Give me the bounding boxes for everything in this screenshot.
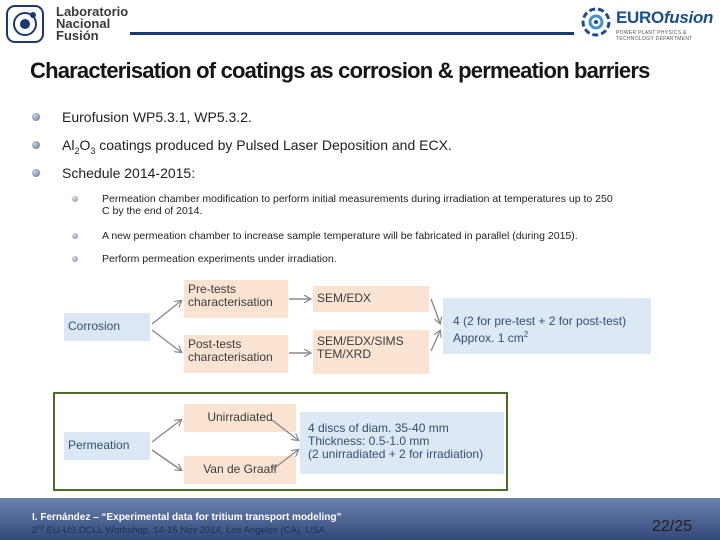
eurofusion-logo-icon xyxy=(580,6,612,38)
bullet-icon xyxy=(32,141,40,149)
corrosion-result-box: 4 (2 for pre-test + 2 for post-test) Approx. 1 $cm^2$ xyxy=(443,298,651,354)
van-de-graaff-box: Van de Graaff xyxy=(184,456,296,484)
corrosion-box: Corrosion xyxy=(64,313,150,341)
bullet-item xyxy=(62,137,452,156)
post-method-box: SEM/EDX/SIMS TEM/XRD xyxy=(313,330,429,374)
eurofusion-department: POWER PLANT PHYSICS & TECHNOLOGY DEPARTMENT xyxy=(616,30,693,42)
page-number: 22/25 xyxy=(651,518,692,535)
bullet-text: Schedule 2014-2015: xyxy=(62,165,196,181)
slide-header xyxy=(0,0,720,48)
lnf-logo-icon xyxy=(6,5,52,43)
permeation-result-box: 4 discs of diam. 35-40 mm Thickness: 0.5-1.0 mm (2 unirradiated + 2 for irradiation) xyxy=(300,412,504,474)
bullet-icon xyxy=(32,169,40,177)
sub-bullet-text: Permeation chamber modification to perform initial measurements during irradiation at temperatures up to 250 xyxy=(102,193,613,205)
bullet-item xyxy=(62,109,252,125)
sub-bullet-item xyxy=(102,230,702,242)
sub-bullet-item xyxy=(102,253,702,265)
footer-author: I. Fernández – “Experimental data for tritium transport modeling” xyxy=(32,512,342,523)
sub-bullet-icon xyxy=(72,233,78,239)
permeation-box: Permeation xyxy=(64,432,150,460)
bullet-item xyxy=(62,165,195,181)
pre-method-box: SEM/EDX xyxy=(313,286,429,312)
unirradiated-box: Unirradiated xyxy=(184,404,296,432)
sub-bullet-text: Perform permeation experiments under irradiation. xyxy=(102,253,337,265)
sub-bullet-item xyxy=(102,193,702,217)
bullet-icon xyxy=(32,113,40,121)
arrow-corrosion-post xyxy=(152,330,181,352)
slide-footer xyxy=(0,498,720,540)
arrow-pre-result xyxy=(431,299,440,323)
pre-tests-box: Pre-tests characterisation xyxy=(184,280,288,318)
header-divider xyxy=(130,32,574,35)
sub-bullet-icon xyxy=(72,196,78,202)
bullet-text: Eurofusion WP5.3.1, WP5.3.2. xyxy=(62,109,252,125)
sub-bullet-text: A new permeation chamber to increase sample temperature will be fabricated in parallel (during 2015). xyxy=(102,230,578,242)
footer-event: 2nd EU-US DCLL Workshop, 14-15 Nov 2014, Los Angeles (CA), USA. xyxy=(32,525,328,537)
eurofusion-wordmark: EUROfusion xyxy=(616,8,714,27)
arrow-post-result xyxy=(431,331,440,351)
post-tests-box: Post-tests characterisation xyxy=(184,335,288,373)
bullet-text: $Al_2O_3$ coatings produced by Pulsed Laser Deposition and ECX. xyxy=(62,137,452,156)
lnf-wordmark: Laboratorio Nacional Fusión xyxy=(56,4,129,43)
sub-bullet-text: C by the end of 2014. xyxy=(102,205,203,217)
sub-bullet-icon xyxy=(72,256,78,262)
arrow-corrosion-pre xyxy=(152,301,181,324)
slide-title: Characterisation of coatings as corrosion & permeation barriers xyxy=(30,58,650,83)
